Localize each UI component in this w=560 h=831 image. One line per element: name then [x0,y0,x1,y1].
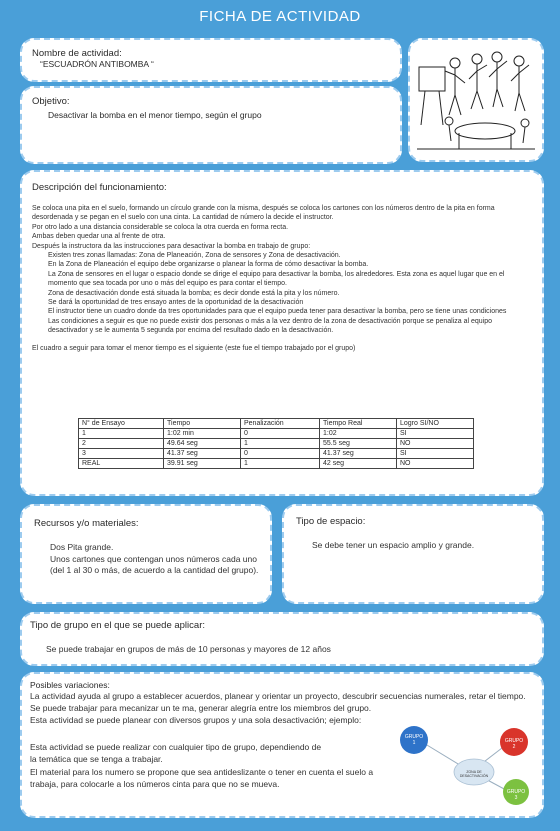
description-label: Descripción del funcionamiento: [32,182,167,193]
list-item [32,251,532,260]
table-cell: 55.5 seg [320,439,397,449]
bullet-icon [30,644,46,656]
table-cell: NO [397,439,474,449]
table-header-cell: N° de Ensayo [79,419,164,429]
bullet-icon [32,298,48,307]
resources-list [34,542,266,577]
table-cell: SI [397,429,474,439]
resources-label: Recursos y/o materiales: [34,518,139,529]
bullet-icon [32,289,48,298]
table-cell: 39.91 seg [164,459,241,469]
list-item-text: Zona de desactivación donde está situada la bomba; es decir donde está la pita y los número. [48,289,340,297]
space-label: Tipo de espacio: [296,516,366,527]
list-item [32,289,532,298]
list-item [32,307,532,316]
center-label: ZONA DE DESACTIVACIÓN [459,770,489,779]
group-type-list [30,644,530,656]
groups-diagram [390,724,540,806]
list-item [296,540,536,552]
activity-name-label: Nombre de actividad: [32,48,122,59]
group-2-label: GRUPO 2 [504,738,524,750]
bullet-icon [32,260,48,269]
table-header-cell: Logro SI/NO [397,419,474,429]
group-type-label: Tipo de grupo en el que se puede aplicar: [30,620,205,631]
description-paragraph: Se coloca una pita en el suelo, formando un círculo grande con la misma, después se coloca los cartones con los números dentro de la pita en forma desordenada y se pegan en el suelo con una cinta. La cantidad de número la decide el instructor. [32,205,495,222]
resources-card [20,504,272,604]
list-item-text: Se dará la oportunidad de tres ensayo antes de la oportunidad de la desactivación [48,299,304,307]
description-paragraph: Después la instructora da las instrucciones para desactivar la bomba en trabajo de grupo: [32,242,311,250]
table-cell: NO [397,459,474,469]
bullet-icon [34,554,50,577]
list-item [34,542,266,554]
list-item-text: Dos Pita grande. [50,542,114,552]
description-body [32,204,532,353]
list-item [32,260,532,269]
group-1-label: GRUPO 1 [404,734,424,746]
table-header-cell: Tiempo Real [320,419,397,429]
table-cell: 3 [79,449,164,459]
activity-name-value: “ESCUADRÓN ANTIBOMBA “ [40,59,154,69]
table-header-cell: Tiempo [164,419,241,429]
table-row [79,449,474,459]
list-item-text: La Zona de sensores en el lugar o espacio donde se dirige el equipo para desactivar la bomba, los alrededores. Esta zona es aquel lugar que en el momento que sea tocada por uno o más del equipo es para contar el tiempo. [48,270,505,288]
trials-table [78,418,474,469]
description-paragraph: Ambas deben quedar una al frente de otra. [32,233,166,241]
table-cell: 1 [241,439,320,449]
table-cell: 1:02 [320,429,397,439]
table-cell: 0 [241,429,320,439]
list-item-text: Las condiciones a seguir es que no puede existir dos personas o más a la vez dentro de la zona de desactivación porque se penaliza al equipo desactivador y se le aumenta 5 segunda por encima del resultado dado en la desactivación. [48,317,493,335]
table-header-cell: Penalización [241,419,320,429]
group-type-card [20,612,544,666]
bullet-icon [34,542,50,554]
group-3-label: GRUPO 3 [506,789,526,801]
table-intro: El cuadro a seguir para tomar el menor tiempo es el siguiente (este fue el tiempo trabajado por el grupo) [32,344,356,352]
table-cell: 1 [79,429,164,439]
table-header-row [79,419,474,429]
space-card [282,504,544,604]
objective-text: Desactivar la bomba en el menor tiempo, según el grupo [48,110,262,120]
list-item [34,554,266,577]
bullet-icon [32,251,48,260]
list-item-text: El instructor tiene un cuadro donde da tres oportunidades para que el equipo pueda tener para desactivar la bomba, pero se tiene unas condiciones [48,308,507,316]
objective-item [32,110,262,120]
table-cell: 42 seg [320,459,397,469]
list-item-text: Se debe tener un espacio amplio y grande. [312,540,475,550]
table-cell: 0 [241,449,320,459]
table-cell: 1 [241,459,320,469]
list-item-text: En la Zona de Planeación el equipo debe organizarse o planear la forma de cómo desactivar la bomba. [48,261,369,269]
bullet-icon [32,110,48,120]
objective-label: Objetivo: [32,96,70,107]
table-cell: 41.37 seg [164,449,241,459]
page-title: FICHA DE ACTIVIDAD [199,8,361,25]
bullet-icon [32,307,48,316]
table-cell: SI [397,449,474,459]
table-cell: 49.64 seg [164,439,241,449]
description-card [20,170,544,496]
table-cell: 2 [79,439,164,449]
list-item [32,298,532,307]
list-item-text: Se puede trabajar en grupos de más de 10 personas y mayores de 12 años [46,644,331,654]
list-item [32,317,532,336]
table-row [79,439,474,449]
table-row [79,429,474,439]
bullet-icon [32,270,48,289]
space-list [296,540,536,552]
list-item [30,644,530,656]
variations-paragraph: El material para los numero se propone que sea antideslizante o tener en cuenta el suelo a trabaja, para colocarle a los números cinta para que no se mueva. [30,767,374,789]
bullet-icon [32,317,48,336]
variations-paragraph: La actividad ayuda al grupo a establecer acuerdos, planear y orientar un proyecto, descubrir secuencias numerales, retar el tiempo. Se puede trabajar para mecanizar un te ma, generar alegría entre los miembros del grupo. [30,691,526,713]
group-activity-illustration [415,45,539,155]
table-cell: 1:02 min [164,429,241,439]
bullet-icon [296,540,312,552]
table-cell: 41.37 seg [320,449,397,459]
variations-paragraph: Esta actividad se puede planear con diversos grupos y una sola desactivación; ejemplo: [30,715,362,725]
variations-label: Posibles variaciones: [30,680,110,690]
description-paragraph: Por otro lado a una distancia considerable se coloca la otra cuerda en forma recta. [32,223,289,231]
list-item-text: Unos cartones que contengan unos números cada uno (del 1 al 30 o más, de acuerdo a la cantidad del grupo). [50,553,259,575]
activity-name-card [20,38,402,82]
table-row [79,459,474,469]
list-item-text: Existen tres zonas llamadas: Zona de Planeación, Zona de sensores y Zona de desactivación. [48,252,341,260]
objective-card [20,86,402,164]
variations-paragraph: Esta actividad se puede realizar con cualquier tipo de grupo, dependiendo de la temática que se tenga a trabajar. [30,742,322,764]
table-cell: REAL [79,459,164,469]
variations-card [20,672,544,818]
illustration-card [408,38,544,162]
list-item [32,270,532,289]
